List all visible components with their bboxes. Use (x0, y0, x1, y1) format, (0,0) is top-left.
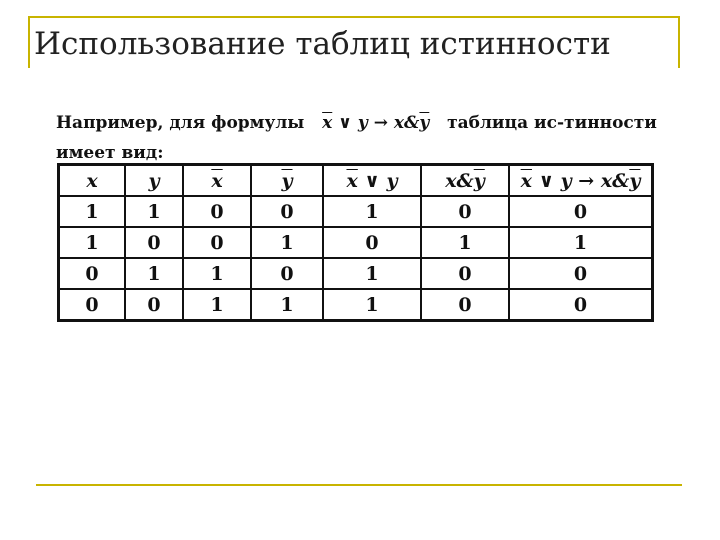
intro-tail: таблица ис-тинности имеет вид: (56, 113, 657, 163)
bottom-accent-line (36, 484, 682, 486)
header-not-y-text: $\overline{y}$ (281, 169, 293, 192)
table-cell: 0 (509, 289, 653, 321)
table-cell: 0 (251, 258, 323, 289)
table-row (59, 196, 653, 227)
table-row (59, 258, 653, 289)
table-cell: 1 (323, 258, 421, 289)
header7-mid: ∨ y → x& (531, 169, 630, 192)
truth-table (57, 163, 654, 322)
table-cell: 1 (251, 227, 323, 258)
header-implication (509, 165, 653, 197)
table-cell: 1 (251, 289, 323, 321)
top-accent-line (30, 16, 680, 18)
table-cell: 1 (323, 196, 421, 227)
header-x-and-not-y (421, 165, 509, 197)
header6-x: x& (445, 169, 474, 192)
table-cell: 1 (125, 258, 183, 289)
table-cell: 1 (509, 227, 653, 258)
table-cell: 0 (59, 258, 126, 289)
slide-title: Использование таблиц истинности (34, 26, 611, 62)
header5-x: $\overline{x}$ (346, 169, 358, 192)
table-cell: 0 (421, 258, 509, 289)
header-not-x (183, 165, 251, 197)
table-cell: 0 (323, 227, 421, 258)
header7-x: $\overline{x}$ (520, 169, 532, 192)
formula-y: y (357, 113, 368, 133)
header-not-y (251, 165, 323, 197)
table-header-row (59, 165, 653, 197)
table-cell: 0 (125, 289, 183, 321)
table-cell: 1 (183, 258, 251, 289)
intro-lead: Например, для формулы (56, 113, 305, 133)
table-cell: 0 (509, 258, 653, 289)
table-cell: 0 (125, 227, 183, 258)
table-cell: 1 (59, 227, 126, 258)
table-row (59, 289, 653, 321)
table-cell: 0 (183, 196, 251, 227)
left-accent-line (28, 16, 30, 68)
formula-and: & (404, 113, 420, 133)
formula-x-negated: $\overline{x}$ (322, 113, 333, 133)
header-x: x (59, 165, 126, 197)
intro-formula (322, 113, 429, 133)
table-cell: 0 (251, 196, 323, 227)
header-not-x-or-y (323, 165, 421, 197)
table-cell: 0 (421, 196, 509, 227)
header7-y: $\overline{y}$ (629, 169, 641, 192)
table-cell: 0 (421, 289, 509, 321)
table-cell: 1 (323, 289, 421, 321)
header-not-x-text: $\overline{x}$ (211, 169, 223, 192)
formula-x: x (393, 113, 405, 133)
table-row (59, 227, 653, 258)
table-cell: 1 (125, 196, 183, 227)
header6-y: $\overline{y}$ (473, 169, 485, 192)
formula-or: ∨ (332, 113, 358, 133)
header5-rest: ∨ y (357, 169, 398, 192)
header-y: y (125, 165, 183, 197)
table-cell: 1 (183, 289, 251, 321)
formula-arrow: → (367, 113, 394, 133)
table-cell: 1 (59, 196, 126, 227)
formula-y-negated: $\overline{y}$ (419, 113, 430, 133)
table-cell: 1 (421, 227, 509, 258)
table-cell: 0 (509, 196, 653, 227)
table-cell: 0 (183, 227, 251, 258)
table-cell: 0 (59, 289, 126, 321)
right-accent-line (678, 16, 680, 68)
intro-paragraph (56, 108, 658, 168)
